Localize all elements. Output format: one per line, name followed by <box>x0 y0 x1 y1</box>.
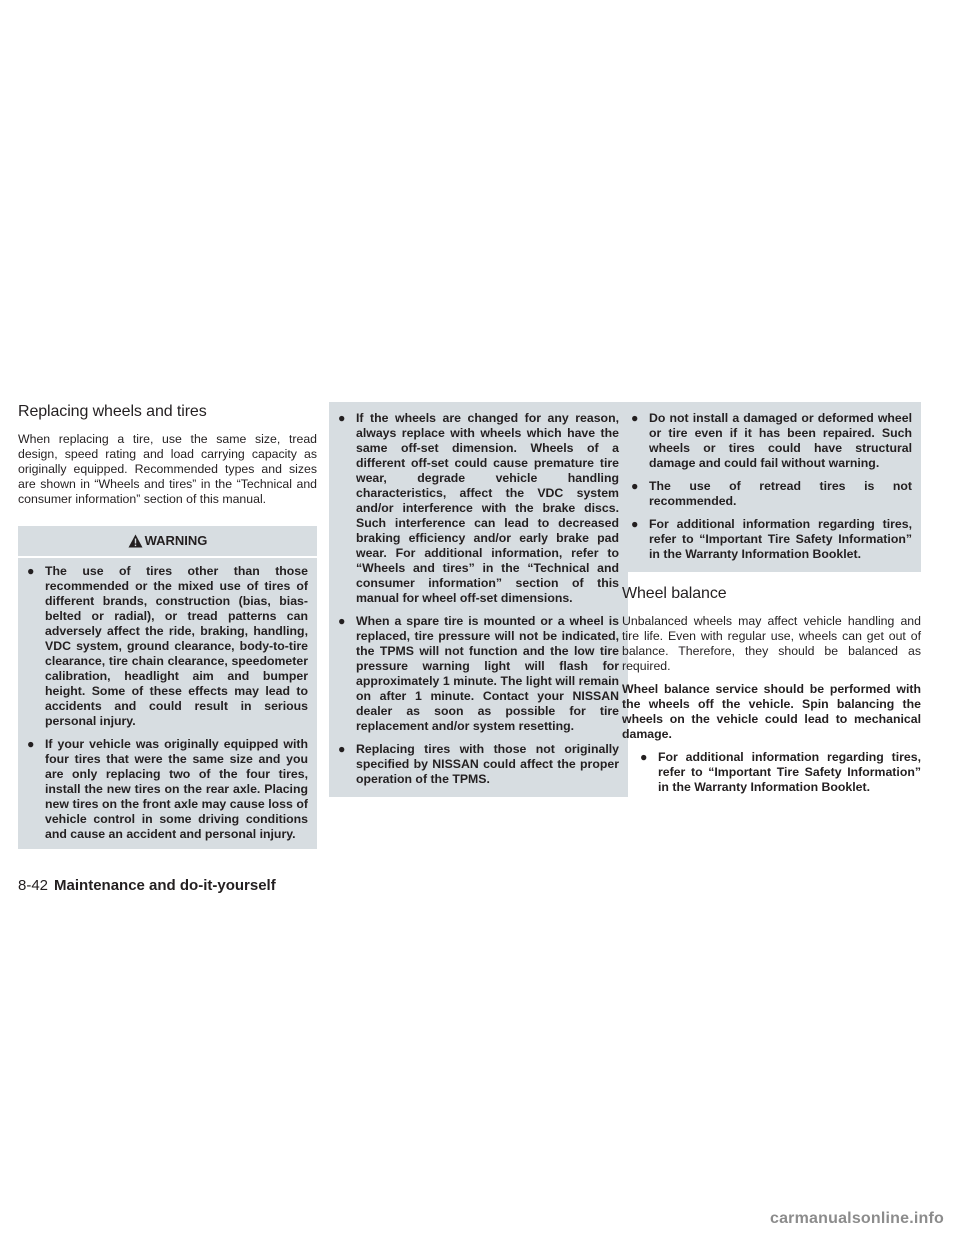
warning-item: ● For additional information regarding tires, refer to “Important Tire Safety Information” in the Warranty Information Booklet. <box>631 517 912 561</box>
watermark: carmanualsonline.info <box>769 1210 944 1227</box>
warning-item: ● If your vehicle was originally equipped with four tires that were the same size and you are only replacing two of the four tires, install the new tires on the rear axle. Placing new tires on the front axle may cause loss of vehicle control in some driving conditions and cause an accident and personal injury. <box>27 737 308 841</box>
column-1 <box>18 402 317 849</box>
warning-triangle-icon <box>128 534 143 548</box>
bullet-icon: ● <box>27 564 35 578</box>
bullet-icon: ● <box>338 614 346 628</box>
wheel-balance-list <box>640 750 921 795</box>
warning-item: ● Replacing tires with those not originally specified by NISSAN could affect the proper operation of the TPMS. <box>338 742 619 786</box>
warning-heading-label: WARNING <box>144 533 208 548</box>
bullet-icon: ● <box>27 737 35 751</box>
warning-item: ● Do not install a damaged or deformed wheel or tire even if it has been repaired. Such wheels or tires could have structural damage and could fail without warning. <box>631 411 912 470</box>
warning-box <box>18 526 317 849</box>
warning-box-continued-2 <box>622 402 921 572</box>
page-number: 8-42 <box>18 877 49 894</box>
bullet-icon: ● <box>631 517 639 531</box>
section-intro-paragraph: When replacing a tire, use the same size, tread design, speed rating and load carrying capacity as originally equipped. Recommended types and sizes are shown in “Wheels and tires” in the “Technical and consumer information” section of this manual. <box>18 432 317 506</box>
wheel-balance-service-note: Wheel balance service should be performed with the wheels off the vehicle. Spin balancing the wheels on the vehicle could lead to mechanical damage. <box>622 682 921 741</box>
bullet-icon: ● <box>640 750 648 764</box>
bullet-icon: ● <box>338 411 346 425</box>
warning-list-col2 <box>338 411 619 787</box>
warning-list-col1 <box>27 564 308 842</box>
warning-item: ● The use of retread tires is not recommended. <box>631 479 912 508</box>
warning-item: ● If the wheels are changed for any reason, always replace with wheels which have the same off-set dimension. Wheels of a different off-set could cause premature tire wear, degrade vehicle handling characteristics, affect the VDC system and/or interference with the brake discs. Such interference can lead to decreased braking efficiency and/or early brake pad wear. For additional information, refer to “Wheels and tires” in the “Technical and consumer information” section of this manual for wheel off-set dimensions. <box>338 411 619 605</box>
warning-list-col3 <box>631 411 912 562</box>
warning-header <box>18 532 317 558</box>
column-2 <box>329 402 628 797</box>
page-footer <box>18 876 276 896</box>
bullet-icon: ● <box>338 742 346 756</box>
column-3 <box>622 402 921 795</box>
warning-box-continued <box>329 402 628 797</box>
warning-item: ● The use of tires other than those recommended or the mixed use of tires of different brands, construction (bias, bias-belted or radial), or tread patterns can adversely affect the ride, braking, handling, VDC system, ground clearance, body-to-tire clearance, tire chain clearance, speedometer calibration, headlight aim and bumper height. Some of these effects may lead to accidents and could result in serious personal injury. <box>27 564 308 728</box>
bullet-icon: ● <box>631 479 639 493</box>
chapter-title: Maintenance and do-it-yourself <box>54 877 276 894</box>
wheel-balance-intro: Unbalanced wheels may affect vehicle handling and tire life. Even with regular use, wheels can get out of balance. Therefore, they should be balanced as required. <box>622 614 921 673</box>
wheel-balance-item: ● For additional information regarding tires, refer to “Important Tire Safety Information” in the Warranty Information Booklet. <box>640 750 921 794</box>
warning-item: ● When a spare tire is mounted or a wheel is replaced, tire pressure will not be indicated, the TPMS will not function and the low tire pressure warning light will flash for approximately 1 minute. The light will remain on after 1 minute. Contact your NISSAN dealer as soon as possible for tire replacement and/or system resetting. <box>338 614 619 733</box>
section-title-replacing-wheels: Replacing wheels and tires <box>18 403 207 420</box>
bullet-icon: ● <box>631 411 639 425</box>
section-title-wheel-balance: Wheel balance <box>622 585 727 602</box>
